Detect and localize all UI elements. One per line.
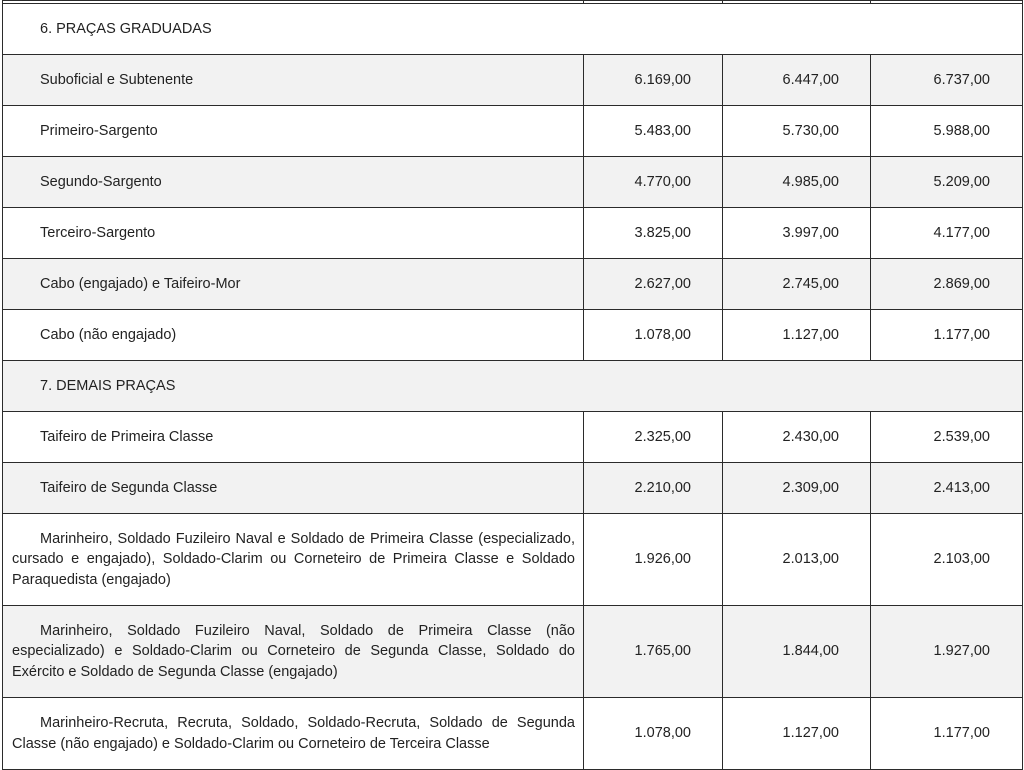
value-cell: 5.209,00: [871, 157, 1023, 208]
pay-table: [2, 0, 1023, 770]
value-cell: 6.447,00: [723, 55, 871, 106]
value-cell: 1.926,00: [584, 514, 723, 606]
value-cell: 1.927,00: [871, 606, 1023, 698]
rank-label: Cabo (não engajado): [3, 310, 584, 361]
value-cell: 2.869,00: [871, 259, 1023, 310]
value-cell: 1.177,00: [871, 698, 1023, 770]
value-cell: 2.210,00: [584, 463, 723, 514]
value-cell: 1.177,00: [871, 310, 1023, 361]
value-cell: 3.997,00: [723, 208, 871, 259]
table-row: [3, 106, 1023, 157]
section-title: 6. PRAÇAS GRADUADAS: [3, 4, 1023, 55]
rank-label-text: Marinheiro-Recruta, Recruta, Soldado, Soldado-Recruta, Soldado de Segunda Classe (não engajado) e Soldado-Clarim ou Corneteiro de Terceira Classe: [12, 715, 575, 752]
value-cell: 2.627,00: [584, 259, 723, 310]
value-cell: 4.985,00: [723, 157, 871, 208]
value-cell: 2.430,00: [723, 412, 871, 463]
value-cell: 3.825,00: [584, 208, 723, 259]
value-cell: 5.483,00: [584, 106, 723, 157]
table-row: [3, 412, 1023, 463]
value-cell: 5.988,00: [871, 106, 1023, 157]
table-row: [3, 463, 1023, 514]
table-row: [3, 208, 1023, 259]
value-cell: 2.013,00: [723, 514, 871, 606]
value-cell: 2.103,00: [871, 514, 1023, 606]
section-title: 7. DEMAIS PRAÇAS: [3, 361, 1023, 412]
value-cell: 4.177,00: [871, 208, 1023, 259]
value-cell: 6.737,00: [871, 55, 1023, 106]
section-header-row: [3, 4, 1023, 55]
value-cell: 4.770,00: [584, 157, 723, 208]
rank-label: [3, 606, 584, 698]
value-cell: 2.745,00: [723, 259, 871, 310]
rank-label: Taifeiro de Segunda Classe: [3, 463, 584, 514]
table-row: [3, 55, 1023, 106]
value-cell: 2.325,00: [584, 412, 723, 463]
rank-label-text: Marinheiro, Soldado Fuzileiro Naval, Soldado de Primeira Classe (não especializado) e Soldado-Clarim ou Corneteiro de Segunda Classe, Soldado do Exército e Soldado de Segunda Classe (engajado): [12, 622, 575, 680]
rank-label: [3, 514, 584, 606]
table-row: [3, 514, 1023, 606]
value-cell: 2.309,00: [723, 463, 871, 514]
rank-label: Suboficial e Subtenente: [3, 55, 584, 106]
value-cell: 1.844,00: [723, 606, 871, 698]
value-cell: 1.078,00: [584, 698, 723, 770]
value-cell: 2.413,00: [871, 463, 1023, 514]
rank-label: Primeiro-Sargento: [3, 106, 584, 157]
table-row: [3, 310, 1023, 361]
value-cell: 1.078,00: [584, 310, 723, 361]
section-header-row: [3, 361, 1023, 412]
rank-label-text: Marinheiro, Soldado Fuzileiro Naval e Soldado de Primeira Classe (especializado, cursado e engajado), Soldado-Clarim ou Corneteiro de Primeira Classe e Soldado Paraquedista (engajado): [12, 530, 575, 588]
value-cell: 2.539,00: [871, 412, 1023, 463]
table-row: [3, 157, 1023, 208]
rank-label: Taifeiro de Primeira Classe: [3, 412, 584, 463]
table-row: [3, 698, 1023, 770]
value-cell: 1.127,00: [723, 698, 871, 770]
table-row: [3, 606, 1023, 698]
value-cell: 6.169,00: [584, 55, 723, 106]
rank-label: [3, 698, 584, 770]
rank-label: Segundo-Sargento: [3, 157, 584, 208]
value-cell: 1.765,00: [584, 606, 723, 698]
value-cell: 1.127,00: [723, 310, 871, 361]
value-cell: 5.730,00: [723, 106, 871, 157]
rank-label: Cabo (engajado) e Taifeiro-Mor: [3, 259, 584, 310]
table-row: [3, 259, 1023, 310]
rank-label: Terceiro-Sargento: [3, 208, 584, 259]
